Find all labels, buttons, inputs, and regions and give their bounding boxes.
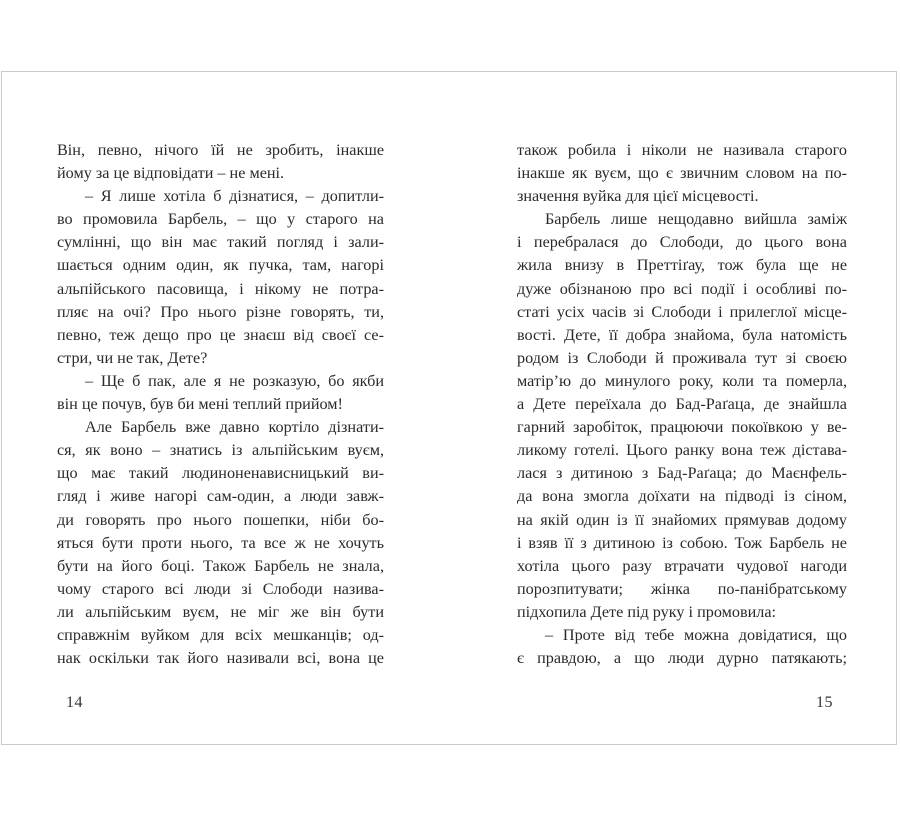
text-line: да вона змогла доїхати на підводі із сіном, bbox=[517, 487, 847, 506]
text-line: яться бути проти нього, та все ж не хочуть bbox=[57, 533, 384, 552]
text-line: а Дете переїхала до Бад-Раґаца, де знайшла bbox=[517, 395, 847, 414]
text-line: нак оскільки так його називали всі, вона це bbox=[57, 649, 384, 668]
text-line: є правдою, а що люди дурно патякають; bbox=[517, 649, 847, 668]
text-line: жила внизу в Преттіґау, тож була ще не bbox=[517, 256, 847, 275]
text-line: значення вуйка для цієї місцевості. bbox=[517, 187, 759, 206]
text-line: шається одним один, як пучка, там, нагорі bbox=[57, 256, 384, 275]
left-page-text-column bbox=[57, 139, 384, 670]
text-line: дуже обізнаною про всі події і особливі по- bbox=[517, 279, 847, 298]
text-line: чому старого всі люди зі Слободи назива- bbox=[57, 579, 384, 598]
text-line: – Ще б пак, але я не розказую, бо якби bbox=[85, 371, 384, 390]
text-line: стри, чи не так, Дете? bbox=[57, 348, 208, 367]
text-line: він це почув, був би мені теплий прийом! bbox=[57, 395, 343, 414]
text-line: – Я лише хотіла б дізнатися, – допитли- bbox=[85, 187, 384, 206]
text-line: гарний заробіток, працюючи покоївкою у ве- bbox=[517, 418, 847, 437]
text-line: інакше як вуєм, що є звичним словом на по- bbox=[517, 164, 847, 183]
text-line: також робила і ніколи не називала старого bbox=[517, 141, 847, 159]
text-line: родом із Слободи й проживала тут зі своєю bbox=[517, 348, 847, 367]
text-line: Але Барбель вже давно кортіло дізнати- bbox=[85, 418, 384, 437]
text-line: ся, як воно – знатись із альпійським вуєм, bbox=[57, 441, 384, 460]
text-line: сумлінні, що він має такий погляд і зали- bbox=[57, 233, 384, 252]
text-line: хотіла цього разу втрачати чудової нагоди bbox=[517, 556, 847, 575]
text-line: ликому готелі. Цього ранку вона теж дістава- bbox=[517, 441, 847, 460]
right-page-text-column bbox=[517, 139, 847, 670]
text-line: лася з дитиною з Бад-Раґаца; до Маєнфель- bbox=[517, 464, 847, 483]
text-line: певно, теж дещо про це знаєш від своєї се- bbox=[57, 325, 384, 344]
text-line: ли альпійським вуєм, не міг же він бути bbox=[57, 602, 384, 621]
page-number-left: 14 bbox=[66, 694, 83, 711]
text-line: Він, певно, нічого їй не зробить, інакше bbox=[57, 141, 384, 159]
text-line: ди говорять про нього пошепки, ніби бо- bbox=[57, 510, 384, 529]
page-number-right: 15 bbox=[816, 694, 833, 711]
text-line: – Проте від тебе можна довідатися, що bbox=[545, 625, 847, 644]
text-line: на якій один із її знайомих прямував додому bbox=[517, 510, 847, 529]
text-line: і перебралася до Слободи, до цього вона bbox=[517, 233, 847, 252]
text-line: во промовила Барбель, – що у старого на bbox=[57, 210, 384, 229]
text-line: бути на його боці. Також Барбель не знала, bbox=[57, 556, 384, 575]
text-line: підхопила Дете під руку і промовила: bbox=[517, 602, 777, 621]
text-line: пляє на очі? Про нього різне говорять, ти, bbox=[57, 302, 384, 321]
text-line: і взяв її з дитиною із собою. Тож Барбель не bbox=[517, 533, 847, 552]
text-line: йому за це відповідати – не мені. bbox=[57, 164, 285, 183]
text-line: що має такий людиноненависницький ви- bbox=[57, 464, 384, 483]
text-line: гляд і живе нагорі сам-один, а люди завж- bbox=[57, 487, 384, 506]
text-line: порозпитувати; жінка по-панібратському bbox=[517, 579, 847, 598]
text-line: статі усіх часів зі Слободи і прилеглої місце- bbox=[517, 302, 847, 321]
text-line: вості. Дете, її добра знайома, була натомість bbox=[517, 325, 847, 344]
text-line: альпійського пасовища, і нікому не потра- bbox=[57, 279, 384, 298]
text-line: Барбель лише нещодавно вийшла заміж bbox=[545, 210, 847, 229]
text-line: справжнім вуйком для всіх мешканців; од- bbox=[57, 625, 384, 644]
text-line: матір’ю до минулого року, коли та померла, bbox=[517, 371, 847, 390]
